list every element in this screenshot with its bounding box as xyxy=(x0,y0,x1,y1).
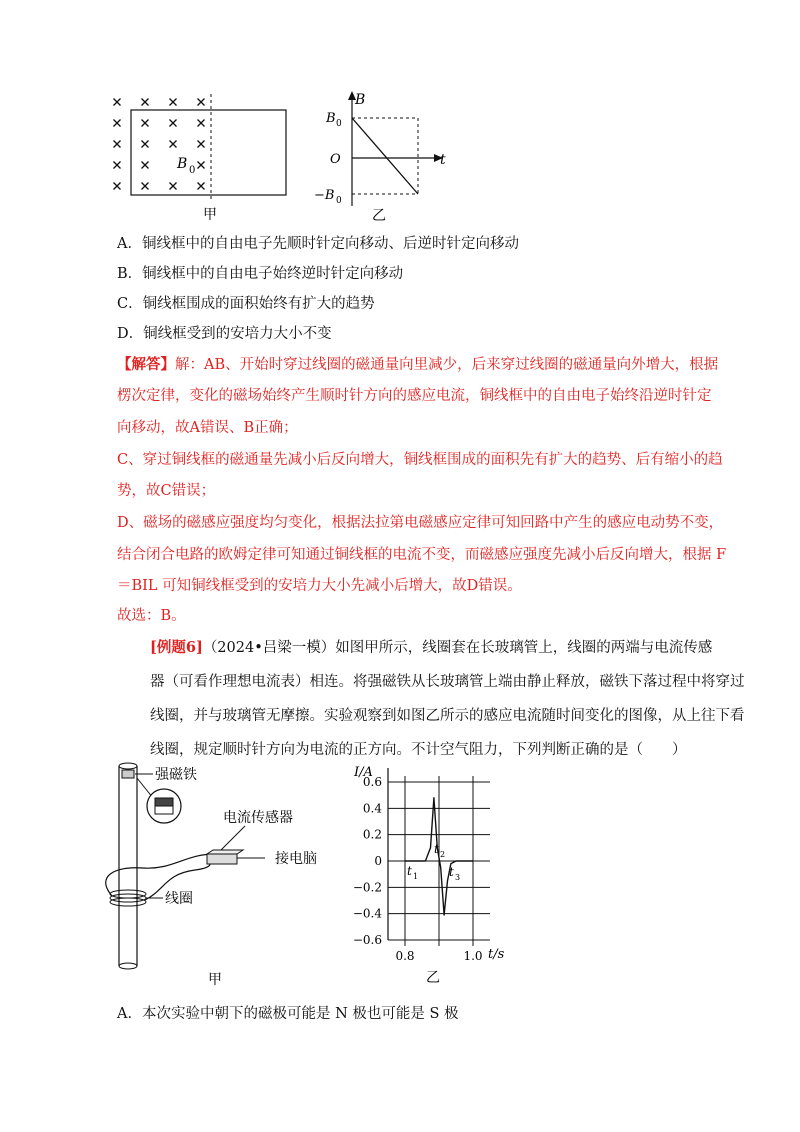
answer-line-6: D、磁场的磁感应强度均匀变化，根据法拉第电磁感应定律可知回路中产生的感应电动势不变， xyxy=(117,515,724,531)
y-axis-label: B xyxy=(355,92,366,108)
y-tick-label: 0.6 xyxy=(362,775,382,789)
x-mark xyxy=(170,120,177,127)
x-mark xyxy=(198,162,205,169)
x-mark xyxy=(114,99,121,106)
figure-1-jia xyxy=(105,92,305,222)
b0-sub: 0 xyxy=(189,165,196,176)
y-tick-label: −0.6 xyxy=(352,933,382,947)
x-mark xyxy=(114,120,121,127)
copper-frame xyxy=(131,110,286,195)
example-line-4: 线圈，规定顺时针方向为电流的正方向。不计空气阻力，下列判断正确的是（ ） xyxy=(150,742,687,758)
answer-line-1: 【解答】解：AB、开始时穿过线圈的磁通量向里减少，后来穿过线圈的磁通量向外增大，根据 xyxy=(117,356,719,373)
y-tick-label: 0 xyxy=(374,854,382,868)
x-mark xyxy=(114,183,121,190)
t2-annotation xyxy=(434,842,445,859)
figure-1-yi-caption: 乙 xyxy=(372,208,386,224)
x-tick-label: 1.0 xyxy=(463,949,483,963)
sensor-label: 电流传感器 xyxy=(223,810,293,826)
option-1-c: C．铜线框围成的面积始终有扩大的趋势 xyxy=(117,296,375,312)
sensor-label-line xyxy=(221,826,245,850)
x-mark xyxy=(170,99,177,106)
example-line-2: 器（可看作理想电流表）相连。将强磁铁从长玻璃管上端由静止释放，磁铁下落过程中将穿过 xyxy=(150,674,745,690)
option-1-b: B．铜线框中的自由电子始终逆时针定向移动 xyxy=(117,266,404,282)
x-axis-label: t xyxy=(440,152,446,168)
figure-2-jia-caption: 甲 xyxy=(208,972,222,988)
answer-line-2: 楞次定律，变化的磁场始终产生顺时针方向的感应电流，铜线框中的自由电子始终沿逆时针定 xyxy=(117,388,712,404)
b0-tick-sub: 0 xyxy=(336,119,342,129)
magnet-label: 强磁铁 xyxy=(155,767,197,783)
neg-b0-tick-label: −B xyxy=(314,188,335,203)
answer-line-3: 向移动，故A错误、B正确； xyxy=(117,420,298,436)
x-mark xyxy=(142,183,149,190)
b-t-line xyxy=(352,118,418,194)
current-sensor xyxy=(207,854,237,864)
answer-line-5: 势，故C错误； xyxy=(117,483,216,499)
x-mark xyxy=(170,141,177,148)
example-label: [例题6] xyxy=(150,639,203,656)
y-axis-label: I/A xyxy=(354,765,373,780)
y-tick-label: 0.4 xyxy=(362,801,382,816)
magnet-zoom-top xyxy=(155,798,173,806)
svg-text:2: 2 xyxy=(440,850,446,859)
answer-line-8: ＝BIL 可知铜线框受到的安培力大小先减小后增大，故D错误。 xyxy=(117,578,522,594)
answer-label: 【解答】 xyxy=(117,356,175,373)
b0-label: B xyxy=(177,156,188,172)
svg-text:t: t xyxy=(407,864,412,878)
x-mark xyxy=(198,183,205,190)
x-mark xyxy=(114,162,121,169)
t1-annotation xyxy=(407,864,418,881)
example-line-3: 线圈，并与玻璃管无摩擦。实验观察到如图乙所示的感应电流随时间变化的图像，从上往下看 xyxy=(150,708,745,724)
computer-label: 接电脑 xyxy=(275,851,317,867)
coil-label: 线圈 xyxy=(165,891,193,907)
x-mark xyxy=(142,99,149,106)
option-2-a: A．本次实验中朝下的磁极可能是 N 极也可能是 S 极 xyxy=(117,1006,459,1022)
svg-text:t: t xyxy=(449,865,454,879)
current-sensor-top xyxy=(207,850,243,854)
x-tick-label: 0.8 xyxy=(395,949,415,963)
figure-1-yi xyxy=(310,88,460,228)
svg-text:3: 3 xyxy=(455,873,461,882)
x-mark xyxy=(142,120,149,127)
figure-2-jia xyxy=(95,758,360,988)
figure-2-yi-caption: 乙 xyxy=(426,970,440,986)
figure-1-jia-caption: 甲 xyxy=(203,207,217,222)
y-tick-label: −0.4 xyxy=(352,906,382,921)
svg-text:1: 1 xyxy=(413,872,419,881)
answer-line-7: 结合闭合电路的欧姆定律可知通过铜线框的电流不变，而磁感应强度先减小后反向增大，根据 F xyxy=(117,547,727,563)
y-tick-label: 0.2 xyxy=(362,827,382,842)
figure-2-yi-chart xyxy=(340,756,520,994)
x-axis-label: t/s xyxy=(488,947,505,962)
example-line-1: [例题6]（2024•吕梁一模）如图甲所示，线圈套在长玻璃管上，线圈的两端与电流传感 xyxy=(150,639,713,656)
x-mark xyxy=(142,141,149,148)
glass-tube-top xyxy=(119,763,137,769)
option-1-d: D．铜线框受到的安培力大小不变 xyxy=(117,326,332,342)
x-mark xyxy=(114,141,121,148)
magnet-zoom-bottom xyxy=(155,806,173,814)
answer-line-4: C、穿过铜线框的磁通量先减小后反向增大，铜线框围成的面积先有扩大的趋势、后有缩小的趋 xyxy=(117,452,723,468)
neg-b0-tick-sub: 0 xyxy=(336,196,342,206)
x-mark xyxy=(198,99,205,106)
option-1-a: A．铜线框中的自由电子先顺时针定向移动、后逆时针定向移动 xyxy=(117,236,519,252)
x-mark xyxy=(198,120,205,127)
x-mark xyxy=(170,183,177,190)
glass-tube-bottom xyxy=(119,963,137,969)
b0-tick-label: B xyxy=(326,111,336,126)
magnet-in-tube xyxy=(122,770,134,778)
x-mark xyxy=(142,162,149,169)
x-mark xyxy=(198,141,205,148)
origin-label: O xyxy=(330,152,341,167)
y-tick-label: −0.2 xyxy=(352,880,382,895)
answer-choice: 故选：B。 xyxy=(117,608,186,624)
svg-text:t: t xyxy=(434,842,439,856)
